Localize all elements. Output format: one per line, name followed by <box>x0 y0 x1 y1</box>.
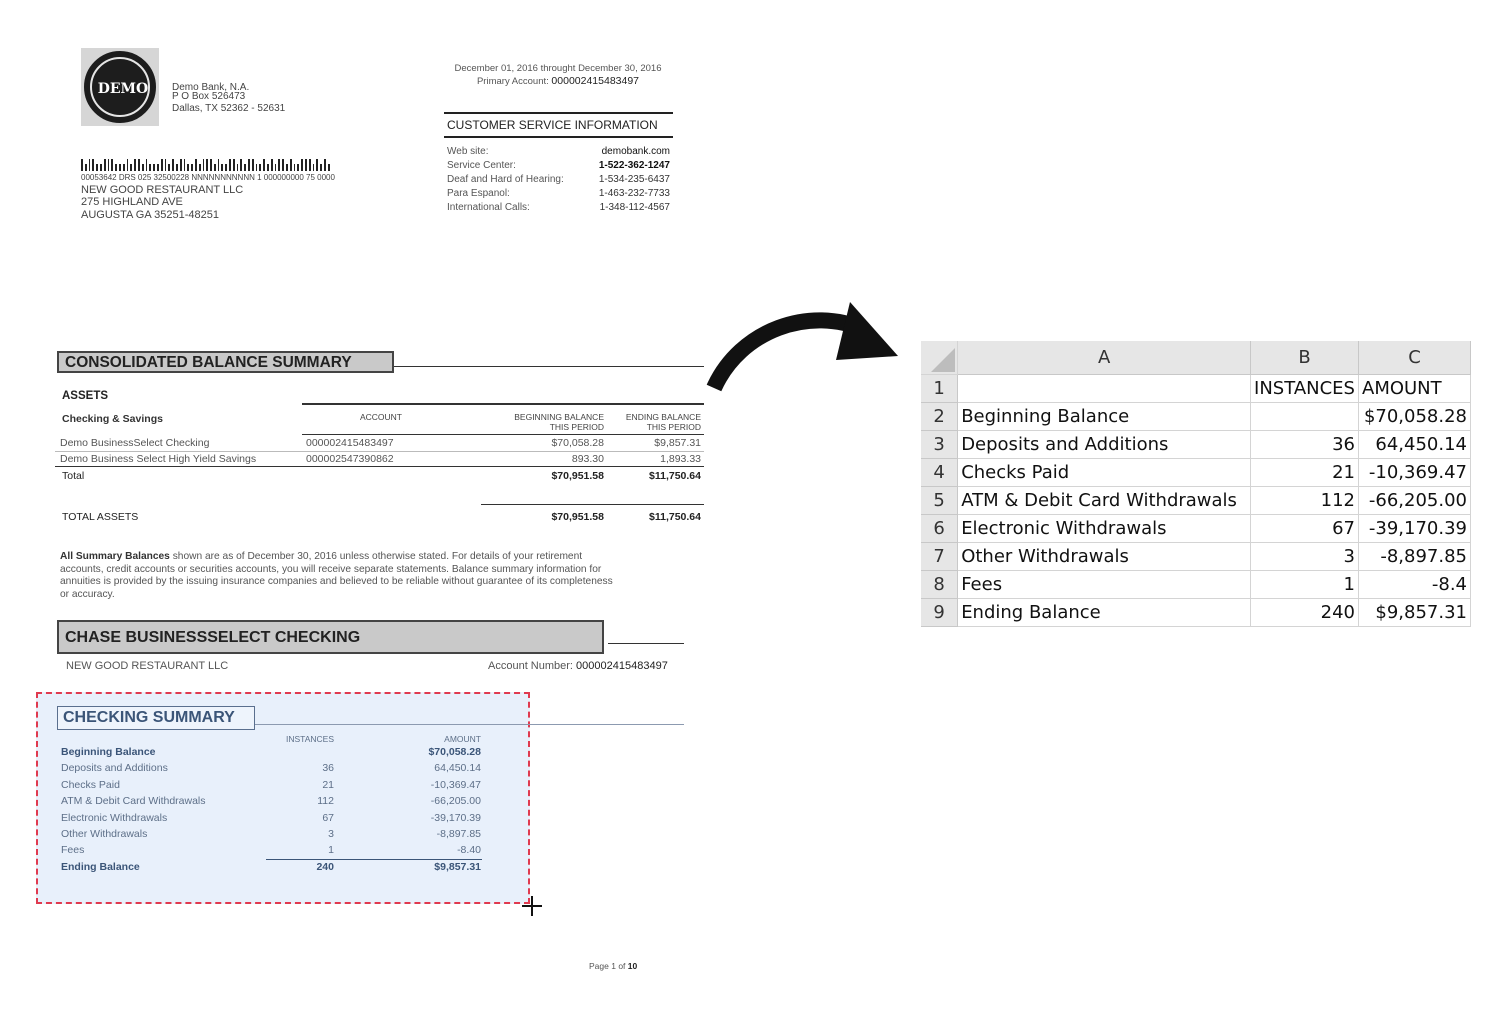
barcode-bar <box>248 159 250 171</box>
customer-service-row <box>447 146 670 157</box>
barcode-bar <box>309 159 311 171</box>
total-assets-label: TOTAL ASSETS <box>62 511 139 523</box>
barcode-bar <box>203 159 205 171</box>
logo-text: DEMO <box>97 81 149 97</box>
checking-summary-instances: 3 <box>328 828 334 840</box>
spreadsheet-grid[interactable] <box>921 341 1471 627</box>
cell-c[interactable]: -66,205.00 <box>1359 486 1471 514</box>
cell-a[interactable]: ATM & Debit Card Withdrawals <box>958 486 1251 514</box>
row-header[interactable]: 7 <box>921 542 958 570</box>
barcode-bar <box>320 164 322 171</box>
barcode-bar <box>138 159 140 171</box>
barcode-bar <box>165 159 167 171</box>
mailing-street: 275 HIGHLAND AVE <box>81 195 183 208</box>
barcode-bar <box>111 159 113 171</box>
col-begin-line1: BEGINNING BALANCE <box>514 412 604 422</box>
cell-b[interactable]: 240 <box>1251 598 1359 626</box>
cell-b[interactable]: 67 <box>1251 514 1359 542</box>
select-all-triangle-icon <box>931 348 955 372</box>
checking-savings-heading: Checking & Savings <box>62 413 163 425</box>
chase-checking-title: CHASE BUSINESSSELECT CHECKING <box>57 620 604 654</box>
barcode-bar <box>81 159 83 171</box>
columns-top-rule <box>302 403 704 405</box>
checking-summary-label: Deposits and Additions <box>61 762 168 775</box>
customer-service-label: Service Center: <box>447 160 516 171</box>
statement-period: December 01, 2016 throught December 30, 2016 <box>454 63 662 74</box>
consolidated-title: CONSOLIDATED BALANCE SUMMARY <box>57 351 394 373</box>
cell-c[interactable]: AMOUNT <box>1359 374 1471 402</box>
customer-service-title: CUSTOMER SERVICE INFORMATION <box>444 112 673 138</box>
cell-c[interactable]: 64,450.14 <box>1359 430 1471 458</box>
crosshair-cursor-v <box>531 896 533 916</box>
customer-service-row <box>447 174 670 185</box>
spreadsheet-row <box>921 598 1471 626</box>
account-row-1-end: $9,857.31 <box>654 437 701 449</box>
customer-service-value: 1-463-232-7733 <box>598 188 670 199</box>
column-header-b[interactable]: B <box>1251 341 1359 374</box>
row-header[interactable]: 9 <box>921 598 958 626</box>
barcode-bar <box>297 164 299 171</box>
checking-summary-label: Checks Paid <box>61 778 120 791</box>
col-end-line1: ENDING BALANCE <box>625 412 701 422</box>
barcode-bar <box>225 164 227 171</box>
barcode-bar <box>161 159 163 171</box>
account-row-1-begin: $70,058.28 <box>551 437 604 449</box>
barcode-bar <box>157 164 159 171</box>
row-header[interactable]: 8 <box>921 570 958 598</box>
cell-c[interactable]: -39,170.39 <box>1359 514 1471 542</box>
barcode-bar <box>100 164 102 171</box>
barcode-bar <box>256 164 258 171</box>
mail-code-line: 00053642 DRS 025 32500228 NNNNNNNNNNN 1 000000000 75 0000 <box>81 173 335 182</box>
spreadsheet-row <box>921 458 1471 486</box>
checking-summary-instances: 21 <box>322 778 334 791</box>
mailing-address <box>81 185 243 222</box>
barcode-bar <box>278 159 280 171</box>
barcode-bar <box>286 164 288 171</box>
spreadsheet-row <box>921 374 1471 402</box>
checking-summary-amount: -8.40 <box>457 844 481 857</box>
chase-account-value: 000002415483497 <box>576 660 668 672</box>
barcode-bar <box>187 164 189 171</box>
barcode-bar <box>180 159 182 171</box>
summary-note-line-3: annuities is provided by the issuing insurance companies and believed to be reliable without guarantee of its completeness <box>60 576 613 588</box>
mailing-name: NEW GOOD RESTAURANT LLC <box>81 184 244 196</box>
page-number-prefix: Page <box>589 961 612 971</box>
cell-b[interactable]: 3 <box>1251 542 1359 570</box>
cell-b[interactable]: 1 <box>1251 570 1359 598</box>
checking-summary-label: ATM & Debit Card Withdrawals <box>61 795 206 808</box>
chase-owner: NEW GOOD RESTAURANT LLC <box>66 660 229 672</box>
total-assets-rule <box>481 504 704 505</box>
primary-account-label: Primary Account: <box>476 76 549 87</box>
row-header[interactable]: 1 <box>921 374 958 402</box>
curved-arrow-icon <box>700 300 920 400</box>
barcode-bar <box>290 159 292 171</box>
row-header[interactable]: 3 <box>921 430 958 458</box>
customer-service-value: 1-534-235-6437 <box>598 174 670 185</box>
barcode-bar <box>244 164 246 171</box>
summary-note-line-1: shown are as of December 30, 2016 unless otherwise stated. For details of your retirement <box>169 551 583 562</box>
ending-balance-rule <box>266 859 482 860</box>
total-end: $11,750.64 <box>649 470 701 482</box>
cell-a[interactable] <box>958 374 1251 402</box>
cell-c[interactable]: $70,058.28 <box>1359 402 1471 430</box>
customer-service-row <box>447 160 670 171</box>
checking-summary-label: Beginning Balance <box>61 746 156 758</box>
customer-service-label: Para Espanol: <box>447 188 510 199</box>
mailing-city: AUGUSTA GA 35251-48251 <box>81 209 219 221</box>
cell-b[interactable]: 112 <box>1251 486 1359 514</box>
cell-a[interactable]: Electronic Withdrawals <box>958 514 1251 542</box>
checking-summary-amount: -8,897.85 <box>436 828 481 840</box>
barcode-bar <box>172 159 174 171</box>
barcode-bar <box>221 164 223 171</box>
postal-barcode <box>81 153 333 167</box>
barcode-bar <box>123 164 125 171</box>
barcode-bar <box>316 159 318 171</box>
account-row-1-number: 000002415483497 <box>306 437 394 449</box>
barcode-bar <box>233 159 235 171</box>
cell-c[interactable]: -8.4 <box>1359 570 1471 598</box>
page-number-total: 10 <box>627 961 638 971</box>
barcode-bar <box>267 164 269 171</box>
barcode-bar <box>324 159 326 171</box>
barcode-bar <box>108 159 110 171</box>
barcode-bar <box>210 159 212 171</box>
barcode-bar <box>294 164 296 171</box>
barcode-bar <box>89 159 91 171</box>
barcode-bar <box>142 164 144 171</box>
column-header-c[interactable]: C <box>1359 341 1471 374</box>
customer-service-label: International Calls: <box>447 202 530 213</box>
col-begin-line2: THIS PERIOD <box>549 422 604 432</box>
cell-b[interactable]: 36 <box>1251 430 1359 458</box>
barcode-bar <box>85 164 87 171</box>
customer-service-row <box>447 202 670 213</box>
primary-account-value: 000002415483497 <box>551 75 640 87</box>
checking-summary-amount: 64,450.14 <box>434 762 481 775</box>
barcode-bar <box>153 164 155 171</box>
assets-heading: ASSETS <box>62 390 109 402</box>
cell-a[interactable]: Deposits and Additions <box>958 430 1251 458</box>
spreadsheet-row <box>921 402 1471 430</box>
barcode-bar <box>282 159 284 171</box>
barcode-bar <box>195 159 197 171</box>
total-assets-end: $11,750.64 <box>649 511 701 523</box>
cell-a[interactable]: Other Withdrawals <box>958 542 1251 570</box>
barcode-bar <box>206 159 208 171</box>
spreadsheet-row <box>921 486 1471 514</box>
barcode-bar <box>96 164 98 171</box>
spreadsheet-row <box>921 570 1471 598</box>
chase-account-label: Account Number: <box>488 660 573 672</box>
spreadsheet-row <box>921 542 1471 570</box>
select-all-corner[interactable] <box>921 341 958 374</box>
account-row-2-number: 000002547390862 <box>306 453 394 465</box>
customer-service-row <box>447 188 670 199</box>
cell-c[interactable]: $9,857.31 <box>1359 598 1471 626</box>
barcode-bar <box>119 164 121 171</box>
row-separator <box>55 451 704 452</box>
checking-summary-instances: 240 <box>316 860 334 873</box>
column-header-a[interactable]: A <box>958 341 1251 374</box>
primary-account <box>446 75 670 87</box>
barcode-bar <box>237 164 239 171</box>
barcode-bar <box>240 159 242 171</box>
col-instances-head: INSTANCES <box>285 734 334 744</box>
checking-summary-rule <box>255 724 684 725</box>
cell-a[interactable]: Checks Paid <box>958 458 1251 486</box>
row-header[interactable]: 4 <box>921 458 958 486</box>
customer-service-label: Web site: <box>447 146 489 157</box>
barcode-bar <box>104 159 106 171</box>
col-end-head <box>610 412 701 432</box>
page-number-current: 1 <box>611 961 616 971</box>
checking-summary-label: Electronic Withdrawals <box>61 811 168 824</box>
checking-summary-amount: $9,857.31 <box>434 860 481 873</box>
cell-c[interactable]: -10,369.47 <box>1359 458 1471 486</box>
summary-note-line-4: or accuracy. <box>60 588 115 600</box>
cell-b[interactable] <box>1251 402 1359 430</box>
cell-a[interactable]: Ending Balance <box>958 598 1251 626</box>
total-label: Total <box>62 470 85 482</box>
col-end-line2: THIS PERIOD <box>646 422 701 432</box>
account-row-2-name: Demo Business Select High Yield Savings <box>60 453 257 465</box>
checking-summary-label: Ending Balance <box>61 860 140 873</box>
checking-summary-instances: 67 <box>322 811 334 824</box>
bank-po-box: P O Box 526473 <box>172 91 246 102</box>
checking-summary-instances: 36 <box>322 762 334 775</box>
cell-c[interactable]: -8,897.85 <box>1359 542 1471 570</box>
col-amount-head: AMOUNT <box>444 734 481 744</box>
barcode-bar <box>305 159 307 171</box>
columns-bottom-rule <box>302 434 704 435</box>
barcode-bar <box>115 164 117 171</box>
checking-summary-amount: $70,058.28 <box>428 746 481 758</box>
col-account-head: ACCOUNT <box>359 412 402 422</box>
barcode-bar <box>313 164 315 171</box>
checking-summary-amount: -10,369.47 <box>430 778 481 791</box>
account-row-2-begin: 893.30 <box>571 453 604 465</box>
barcode-bar <box>328 164 330 171</box>
barcode-bar <box>301 159 303 171</box>
barcode-bar <box>168 164 170 171</box>
total-rule <box>55 466 704 467</box>
cell-b[interactable]: 21 <box>1251 458 1359 486</box>
customer-service-value: 1-522-362-1247 <box>598 160 670 171</box>
spreadsheet-row <box>921 430 1471 458</box>
spreadsheet-row <box>921 514 1471 542</box>
customer-service-value[interactable]: demobank.com <box>601 146 670 157</box>
checking-summary-label: Other Withdrawals <box>61 828 148 840</box>
barcode-bar <box>218 159 220 171</box>
row-header[interactable]: 6 <box>921 514 958 542</box>
barcode-bar <box>252 159 254 171</box>
checking-summary-amount: -66,205.00 <box>430 795 481 808</box>
total-begin: $70,951.58 <box>551 470 604 482</box>
row-header[interactable]: 5 <box>921 486 958 514</box>
barcode-bar <box>259 164 261 171</box>
logo-circle <box>84 51 156 123</box>
barcode-bar <box>92 159 94 171</box>
summary-note <box>60 551 700 601</box>
summary-note-bold: All Summary Balances <box>60 551 170 562</box>
chase-account-number <box>488 660 668 672</box>
spreadsheet[interactable] <box>921 341 1471 637</box>
bank-city: Dallas, TX 52362 - 52631 <box>172 103 286 114</box>
barcode-bar <box>214 164 216 171</box>
bank-logo <box>81 48 159 126</box>
checking-summary-label: Fees <box>61 844 85 857</box>
summary-note-line-2: accounts, credit accounts or securities accounts, you will receive separate statements. Balance summary information for <box>60 563 602 575</box>
barcode-bar <box>146 159 148 171</box>
bank-name: Demo Bank, N.A. <box>172 82 250 93</box>
barcode-bar <box>271 159 273 171</box>
barcode-bar <box>275 164 277 171</box>
checking-summary-title: CHECKING SUMMARY <box>57 706 255 730</box>
checking-summary-amount: -39,170.39 <box>430 811 481 824</box>
barcode-bar <box>263 159 265 171</box>
cell-b[interactable]: INSTANCES <box>1251 374 1359 402</box>
customer-service-label: Deaf and Hard of Hearing: <box>447 174 564 185</box>
customer-service-value: 1-348-112-4567 <box>599 202 670 213</box>
cell-a[interactable]: Beginning Balance <box>958 402 1251 430</box>
barcode-bar <box>127 159 129 171</box>
total-assets-begin: $70,951.58 <box>551 511 604 523</box>
col-begin-head <box>480 412 604 432</box>
page-number-mid: of <box>615 961 628 971</box>
account-row-2-end: 1,893.33 <box>660 453 701 465</box>
barcode-bar <box>149 164 151 171</box>
barcode-bar <box>130 164 132 171</box>
checking-summary-instances: 1 <box>328 844 334 857</box>
barcode-bar <box>191 164 193 171</box>
row-header[interactable]: 2 <box>921 402 958 430</box>
barcode-bar <box>134 159 136 171</box>
barcode-bar <box>199 164 201 171</box>
page-number <box>589 961 637 971</box>
barcode-bar <box>176 164 178 171</box>
cell-a[interactable]: Fees <box>958 570 1251 598</box>
barcode-bar <box>229 159 231 171</box>
account-row-1-name: Demo BusinessSelect Checking <box>60 437 210 449</box>
chase-rule <box>608 643 684 644</box>
consolidated-rule <box>394 366 704 367</box>
checking-summary-instances: 112 <box>317 795 334 808</box>
barcode-bar <box>184 159 186 171</box>
